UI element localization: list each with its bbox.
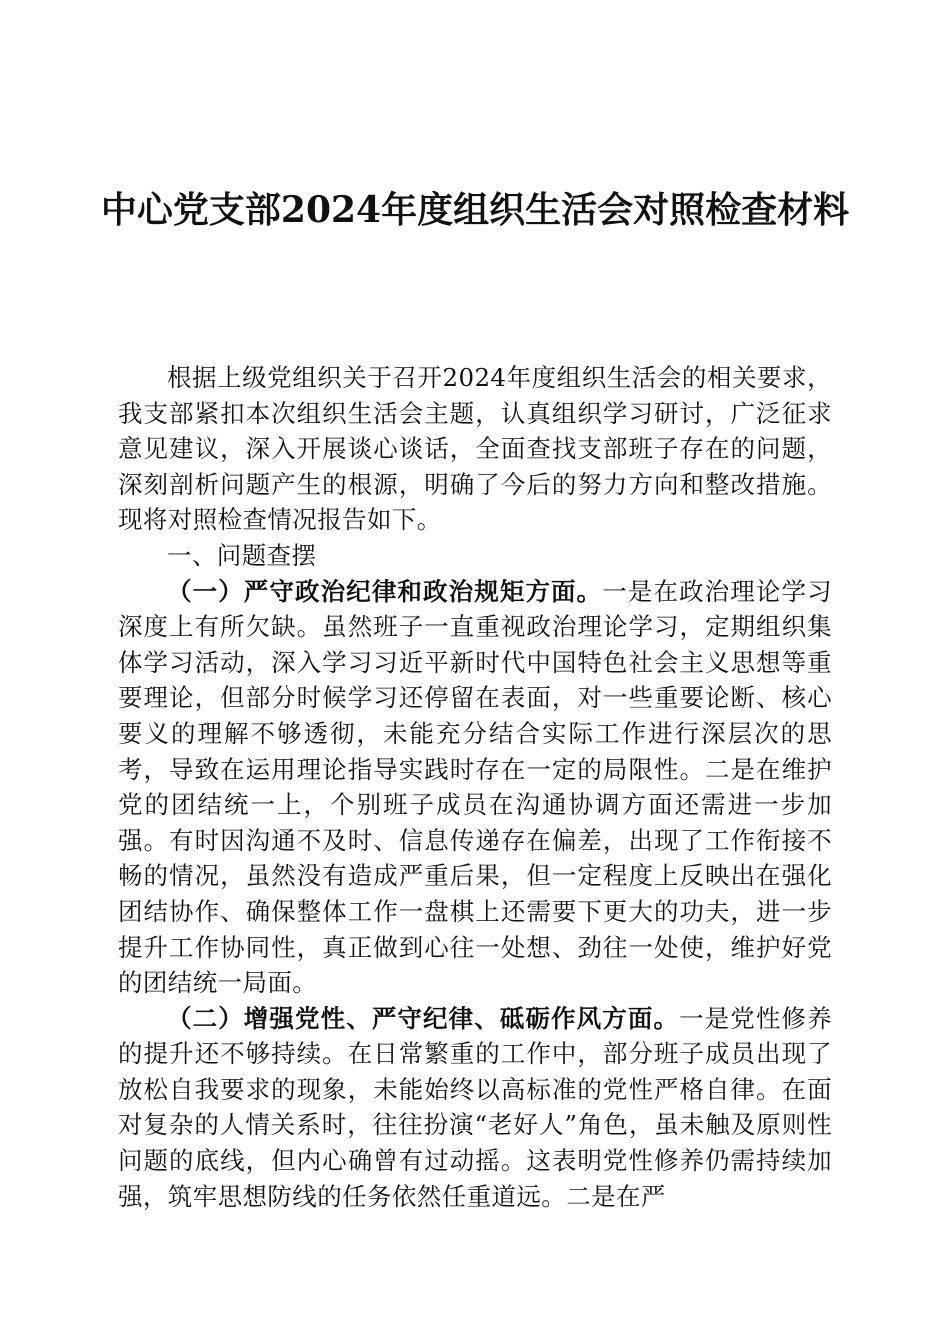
document-title: 中心党支部2024年度组织生活会对照检查材料 <box>100 189 850 231</box>
item-1-body: 一是在政治理论学习深度上有所欠缺。虽然班子一直重视政治理论学习，定期组织集体学习活动，深入学习习近平新时代中国特色社会主义思想等重要理论，但部分时候学习还停留在表面，对一些重要论断、核心要义的理解不够透彻，未能充分结合实际工作进行深层次的思考，导致在运用理论指导实践时存在一定的局限性。二是在维护党的团结统一上，个别班子成员在沟通协调方面还需进一步加强。有时因沟通不及时、信息传递存在偏差，出现了工作衔接不畅的情况，虽然没有造成严重后果，但一定程度上反映出在强化团结协作、确保整体工作一盘棋上还需要下更大的功夫，进一步提升工作协同性，真正做到心往一处想、劲往一处使，维护好党的团结统一局面。 <box>118 576 832 998</box>
item-1-paragraph <box>118 574 832 1001</box>
section-heading-problems: 一、问题查摆 <box>167 540 317 570</box>
item-2-paragraph <box>118 1001 832 1215</box>
item-2-body: 一是党性修养的提升还不够持续。在日常繁重的工作中，部分班子成员出现了放松自我要求的现象，未能始终以高标准的党性严格自律。在面对复杂的人情关系时，往往扮演“老好人”角色，虽未触及原则性问题的底线，但内心确曾有过动摇。这表明党性修养仍需持续加强，筑牢思想防线的任务依然任重道远。二是在严 <box>118 1003 832 1211</box>
item-1-heading: （一）严守政治纪律和政治规矩方面。 <box>167 576 603 606</box>
document-body <box>118 360 832 1214</box>
intro-paragraph: 根据上级党组织关于召开2024年度组织生活会的相关要求，我支部紧扣本次组织生活会主题，认真组织学习研讨，广泛征求意见建议，深入开展谈心谈话，全面查找支部班子存在的问题，深刻剖析问题产生的根源，明确了今后的努力方向和整改措施。现将对照检查情况报告如下。 <box>118 363 832 535</box>
item-2-heading: （二）增强党性、严守纪律、砥砺作风方面。 <box>167 1003 680 1033</box>
